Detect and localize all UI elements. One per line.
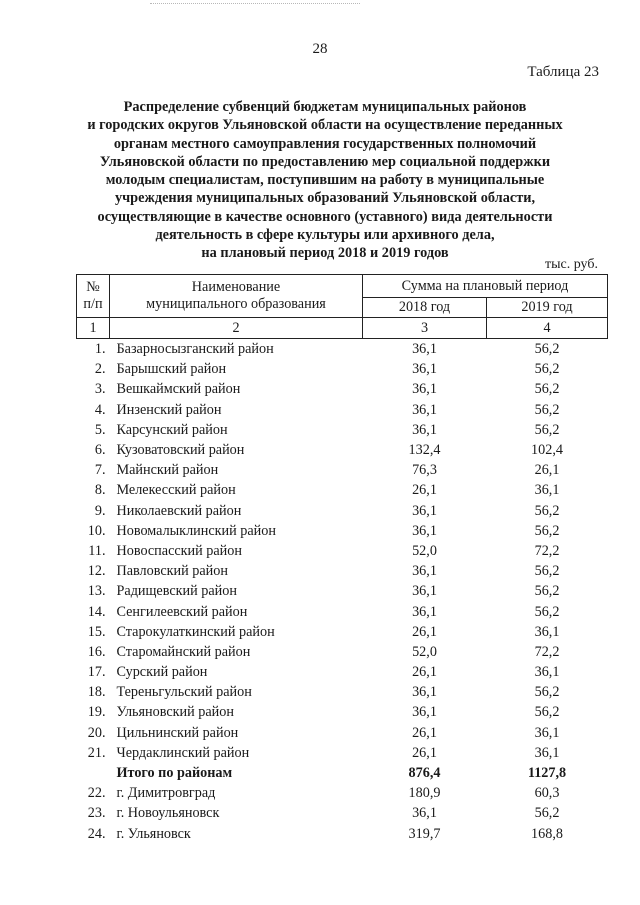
- value-2019: 60,3: [534, 785, 560, 802]
- row-number: 21.: [87, 744, 106, 761]
- municipality-name: Сенгилеевский район: [116, 603, 248, 620]
- header-sum: Сумма на плановый период: [363, 275, 608, 298]
- title-line: молодым специалистам, поступившим на работу в муниципальные: [105, 172, 545, 189]
- municipality-name: Новоспасский район: [116, 542, 242, 559]
- table-row: [77, 783, 608, 803]
- table-row: [77, 723, 608, 743]
- value-2019: 56,2: [534, 502, 560, 519]
- municipality-name: г. Ульяновск: [116, 825, 191, 842]
- header-name: [110, 275, 363, 318]
- value-2018: 36,1: [412, 421, 437, 438]
- row-number: [77, 763, 110, 783]
- value-2019: 56,2: [534, 341, 560, 358]
- value-2019: 56,2: [534, 522, 560, 539]
- municipality-name: Барышский район: [116, 361, 227, 378]
- value-2018: 52,0: [412, 643, 437, 660]
- table-row: [77, 702, 608, 722]
- subventions-table: [76, 274, 608, 844]
- row-number: 6.: [94, 442, 106, 459]
- value-2018: 36,1: [412, 684, 437, 701]
- row-number: 11.: [88, 542, 106, 559]
- table-row: [77, 420, 608, 440]
- value-2018: 52,0: [412, 542, 437, 559]
- row-number: 1.: [94, 341, 106, 358]
- row-number: 12.: [87, 563, 106, 580]
- table-row: [77, 460, 608, 480]
- value-2018: 26,1: [412, 724, 437, 741]
- value-2019: 56,2: [534, 421, 560, 438]
- value-2018: 876,4: [408, 765, 441, 782]
- table-row: [77, 824, 608, 844]
- table-row: [77, 803, 608, 823]
- value-2018: 36,1: [412, 583, 437, 600]
- row-number: 24.: [87, 825, 106, 842]
- row-number: 7.: [94, 462, 106, 479]
- municipality-name: Вешкаймский район: [116, 381, 241, 398]
- value-2018: 36,1: [412, 603, 437, 620]
- municipality-name: Чердаклинский район: [116, 744, 250, 761]
- value-2019: 36,1: [534, 664, 560, 681]
- row-number: 5.: [94, 421, 106, 438]
- value-2019: 36,1: [534, 744, 560, 761]
- row-number: 14.: [87, 603, 106, 620]
- title-line: на плановый период 2018 и 2019 годов: [201, 245, 449, 262]
- row-number: 2.: [94, 361, 106, 378]
- value-2018: 36,1: [412, 381, 437, 398]
- header-number: [77, 275, 110, 318]
- row-number: 23.: [87, 805, 106, 822]
- value-2019: 56,2: [534, 563, 560, 580]
- value-2019: 36,1: [534, 482, 560, 499]
- municipality-name: г. Димитровград: [116, 785, 216, 802]
- table-row: [77, 359, 608, 379]
- page-number: 28: [312, 41, 328, 57]
- value-2019: 56,2: [534, 381, 560, 398]
- municipality-name: Итого по районам: [116, 765, 233, 782]
- column-number-4: 4: [487, 318, 608, 339]
- value-2019: 56,2: [534, 583, 560, 600]
- municipality-name: г. Новоульяновск: [116, 805, 220, 822]
- value-2018: 36,1: [412, 502, 437, 519]
- municipality-name: Старокулаткинский район: [116, 623, 275, 640]
- value-2019: 72,2: [534, 643, 560, 660]
- row-number: 17.: [87, 664, 106, 681]
- table-row: [77, 642, 608, 662]
- value-2019: 56,2: [534, 805, 560, 822]
- row-number: 18.: [87, 684, 106, 701]
- row-number: 13.: [87, 583, 106, 600]
- table-row: [77, 682, 608, 702]
- row-number: 4.: [94, 401, 106, 418]
- title-line: и городских округов Ульяновской области на осуществление переданных: [87, 117, 563, 134]
- header-name-line2: муниципального образования: [146, 296, 326, 312]
- value-2019: 26,1: [534, 462, 560, 479]
- header-year-2019: 2019 год: [487, 298, 608, 318]
- table-row: [77, 501, 608, 521]
- row-number: 19.: [87, 704, 106, 721]
- municipality-name: Павловский район: [116, 563, 228, 580]
- table-row: [77, 581, 608, 601]
- municipality-name: Майнский район: [116, 462, 219, 479]
- value-2018: 132,4: [408, 442, 441, 459]
- municipality-name: Старомайнский район: [116, 643, 251, 660]
- column-number-3: 3: [363, 318, 487, 339]
- title-line: Распределение субвенций бюджетам муниципальных районов: [123, 99, 527, 115]
- table-total-row: [77, 763, 608, 783]
- table-row: [77, 480, 608, 500]
- value-2018: 26,1: [412, 664, 437, 681]
- value-2019: 72,2: [534, 542, 560, 559]
- table-header: [77, 275, 608, 339]
- value-2018: 76,3: [412, 462, 437, 479]
- municipality-name: Николаевский район: [116, 502, 242, 519]
- row-number: 3.: [94, 381, 106, 398]
- value-2018: 36,1: [412, 341, 437, 358]
- value-2019: 102,4: [531, 442, 563, 459]
- value-2018: 36,1: [412, 704, 437, 721]
- value-2019: 56,2: [534, 704, 560, 721]
- value-2018: 26,1: [412, 482, 437, 499]
- value-2019: 1127,8: [527, 765, 567, 782]
- value-2018: 36,1: [412, 522, 437, 539]
- value-2018: 36,1: [412, 805, 437, 822]
- header-number-line1: №: [86, 279, 100, 295]
- value-2019: 56,2: [534, 401, 560, 418]
- municipality-name: Новомалыклинский район: [116, 522, 276, 539]
- scan-artifact: [150, 3, 360, 10]
- municipality-name: Инзенский район: [116, 401, 222, 418]
- value-2018: 319,7: [408, 825, 441, 842]
- table-row: [77, 440, 608, 460]
- value-2018: 36,1: [412, 401, 437, 418]
- value-2018: 26,1: [412, 623, 437, 640]
- municipality-name: Кузоватовский район: [116, 442, 245, 459]
- value-2018: 180,9: [408, 785, 441, 802]
- value-2019: 56,2: [534, 361, 560, 378]
- row-number: 16.: [87, 643, 106, 660]
- header-year-2018: 2018 год: [363, 298, 487, 318]
- value-2019: 56,2: [534, 603, 560, 620]
- municipality-name: Базарносызганский район: [116, 341, 274, 358]
- document-title: [60, 98, 590, 263]
- table-row: [77, 521, 608, 541]
- value-2018: 36,1: [412, 361, 437, 378]
- value-2019: 56,2: [534, 684, 560, 701]
- table-row: [77, 601, 608, 621]
- municipality-name: Мелекесский район: [116, 482, 236, 499]
- value-2019: 36,1: [534, 623, 560, 640]
- table-row: [77, 400, 608, 420]
- title-line: учреждения муниципальных образований Ульяновской области,: [114, 190, 536, 207]
- row-number: 15.: [87, 623, 106, 640]
- municipality-name: Тереньгульский район: [116, 684, 252, 701]
- municipality-name: Ульяновский район: [116, 704, 234, 721]
- table-row: [77, 339, 608, 360]
- municipality-name: Карсунский район: [116, 421, 228, 438]
- title-line: органам местного самоуправления государственных полномочий: [113, 135, 537, 152]
- header-number-line2: п/п: [83, 296, 103, 312]
- municipality-name: Сурский район: [116, 664, 208, 681]
- column-number-2: 2: [110, 318, 363, 339]
- title-line: Ульяновской области по предоставлению мер социальной поддержки: [99, 153, 551, 170]
- table-row: [77, 541, 608, 561]
- table-row: [77, 561, 608, 581]
- units-label: тыс. руб.: [545, 257, 598, 272]
- table-label: Таблица 23: [527, 64, 599, 80]
- row-number: 9.: [94, 502, 106, 519]
- table-row: [77, 622, 608, 642]
- table-body: [77, 339, 608, 844]
- value-2018: 36,1: [412, 563, 437, 580]
- row-number: 8.: [94, 482, 106, 499]
- title-line: осуществляющие в качестве основного (уставного) вида деятельности: [97, 208, 553, 225]
- title-line: деятельность в сфере культуры или архивного дела,: [155, 227, 495, 244]
- header-name-line1: Наименование: [191, 279, 281, 295]
- municipality-name: Радищевский район: [116, 583, 237, 600]
- value-2019: 36,1: [534, 724, 560, 741]
- value-2018: 26,1: [412, 744, 437, 761]
- table-row: [77, 379, 608, 399]
- municipality-name: Цильнинский район: [116, 724, 239, 741]
- table-row: [77, 662, 608, 682]
- table-row: [77, 743, 608, 763]
- row-number: 10.: [87, 522, 106, 539]
- value-2019: 168,8: [531, 825, 563, 842]
- row-number: 22.: [87, 785, 106, 802]
- column-number-1: 1: [77, 318, 110, 339]
- row-number: 20.: [87, 724, 106, 741]
